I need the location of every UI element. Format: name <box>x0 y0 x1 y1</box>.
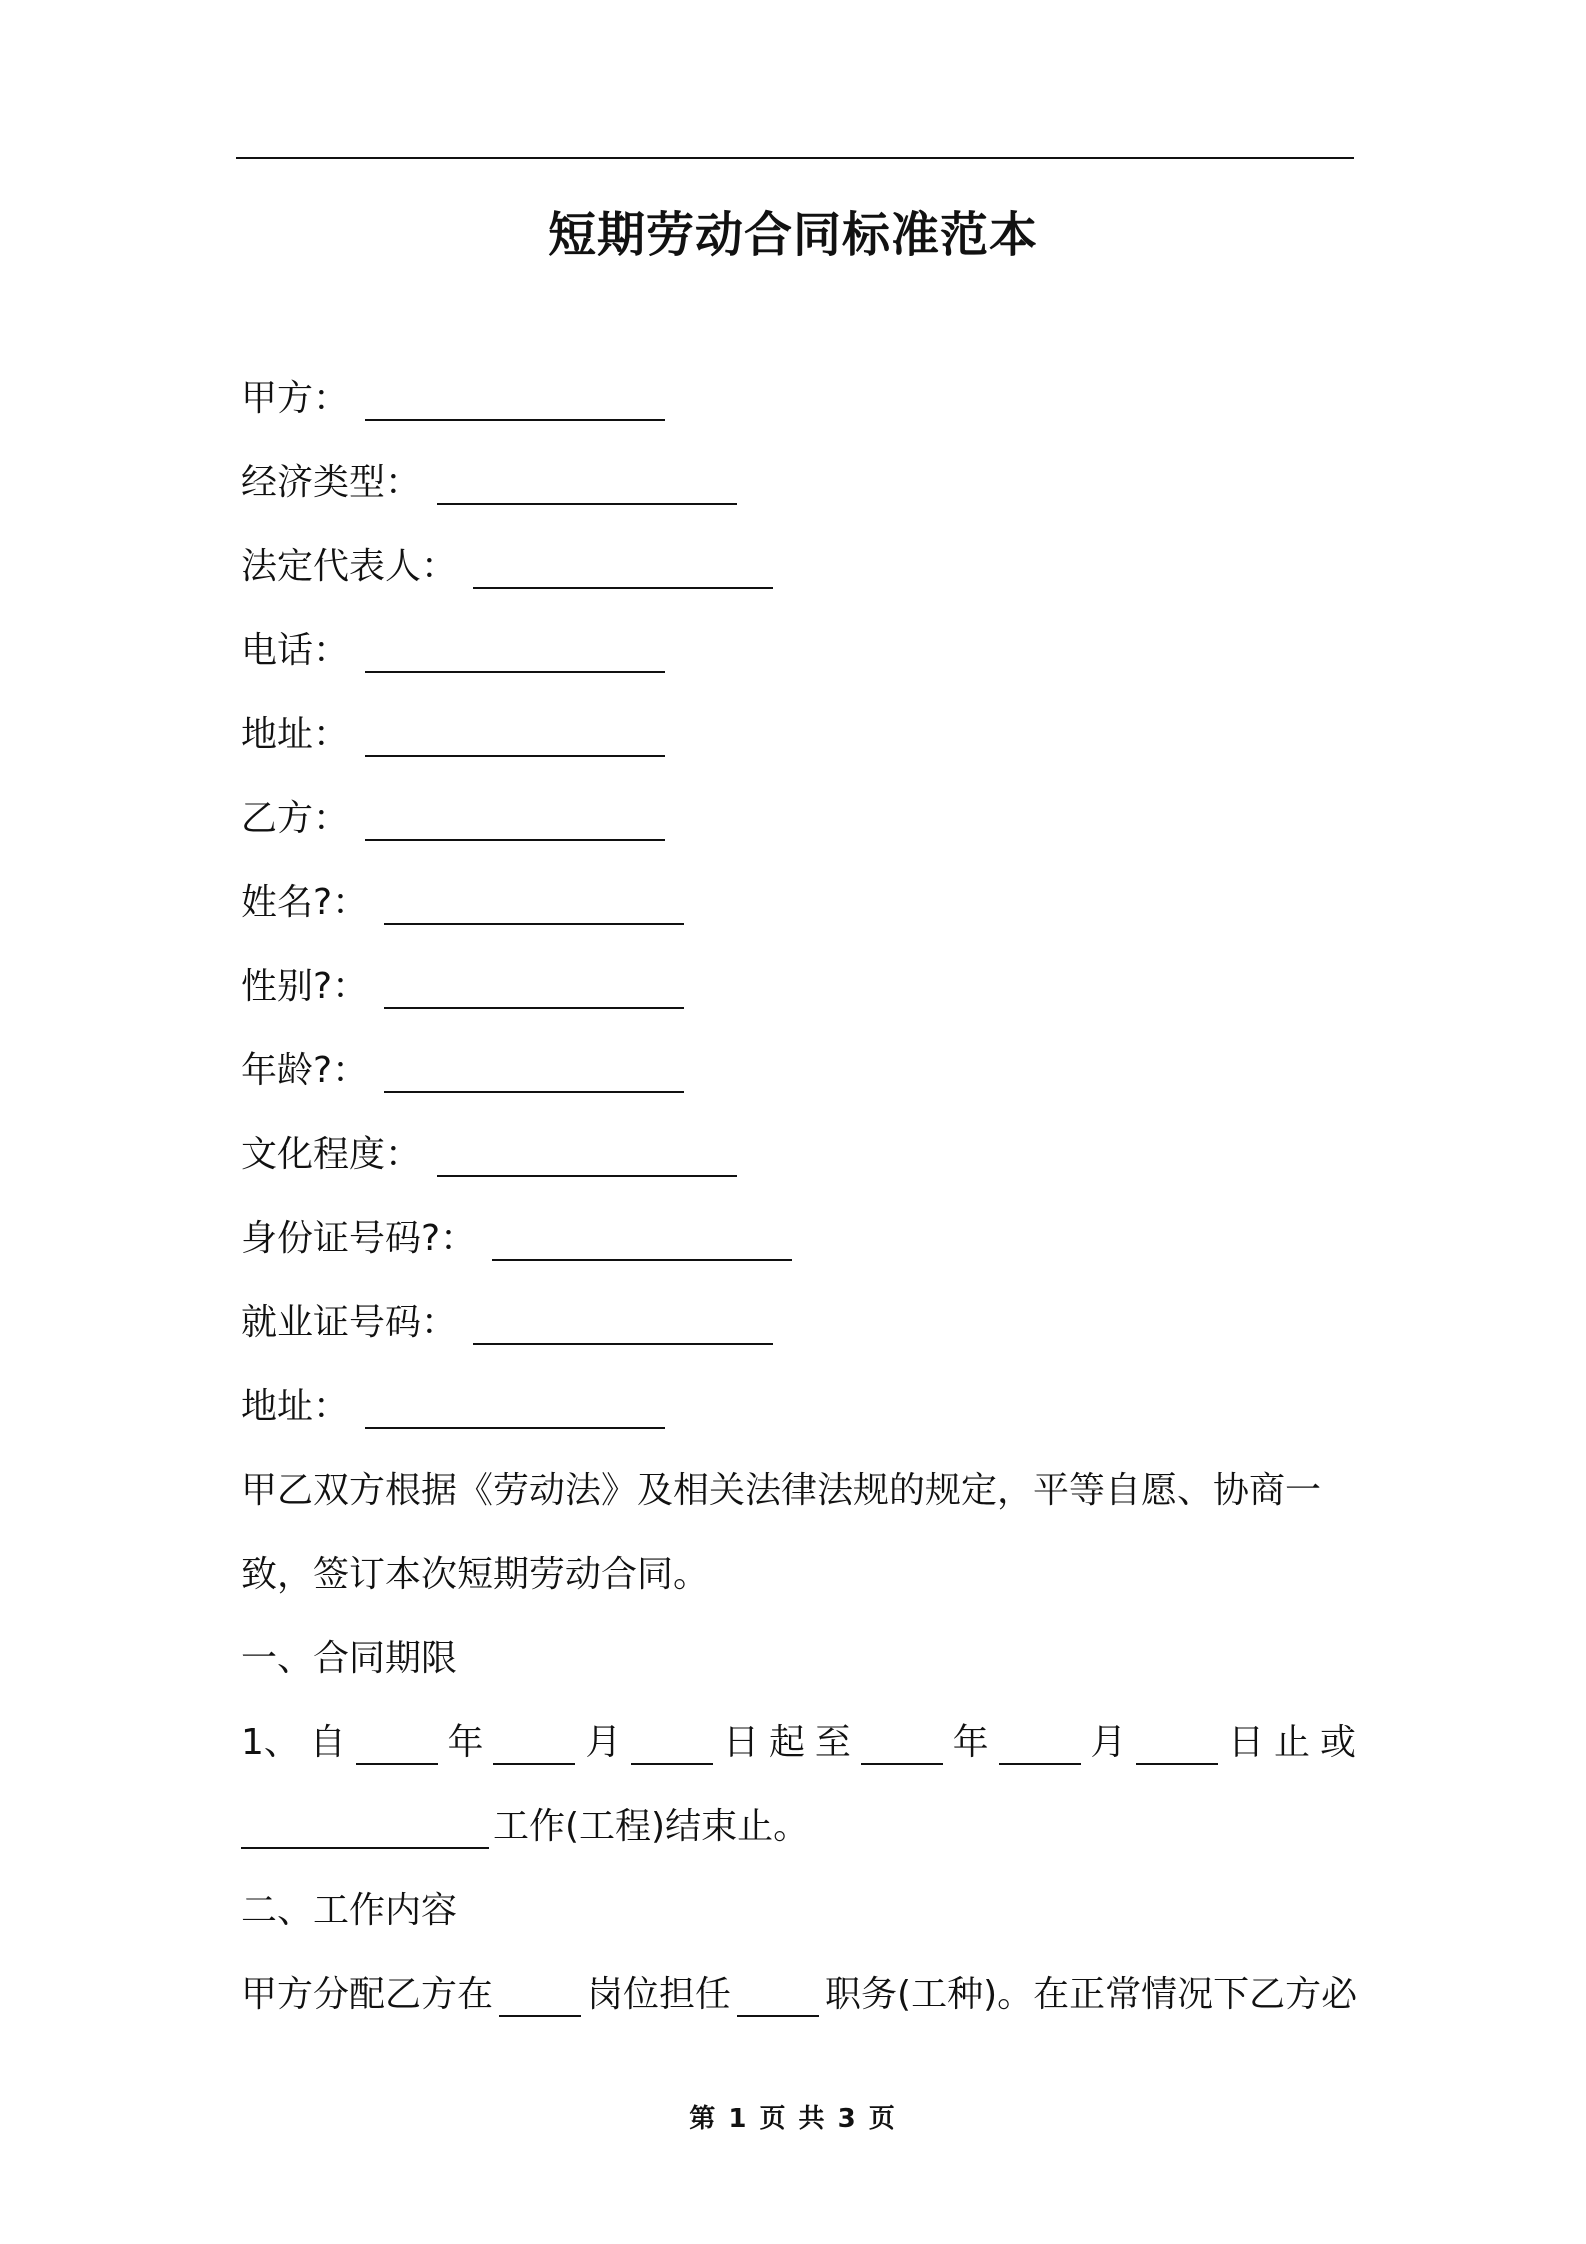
header-rule <box>236 157 1354 159</box>
work-content-text-1: 甲方分配乙方在 <box>241 1974 494 2015</box>
year-word: 年 <box>447 1722 484 1763</box>
month-word: 月 <box>585 1722 622 1763</box>
full-name-label: 姓名?： <box>241 882 369 923</box>
day-word: 日 <box>723 1722 760 1763</box>
party-a-blank[interactable] <box>365 369 665 421</box>
phone-field <box>241 621 1356 705</box>
party-b-blank[interactable] <box>365 789 665 841</box>
start-day-blank[interactable] <box>631 1713 713 1765</box>
document-title: 短期劳动合同标准范本 <box>547 207 1038 263</box>
party-b-address-field <box>241 1377 1356 1461</box>
education-label: 文化程度： <box>241 1134 422 1175</box>
id-number-blank[interactable] <box>492 1209 792 1261</box>
work-end-line <box>241 1797 1356 1881</box>
economic-type-blank[interactable] <box>437 453 737 505</box>
intro-line-1: 甲乙双方根据《劳动法》及相关法律法规的规定，平等自愿、协商一 <box>241 1470 1322 1511</box>
item-number: 1、 <box>241 1722 300 1763</box>
work-content-text-3: 职务(工种)。在正常情况下乙方必 <box>825 1974 1358 2015</box>
education-field <box>241 1125 1356 1209</box>
gender-blank[interactable] <box>384 957 684 1009</box>
end-day-blank[interactable] <box>1136 1713 1218 1765</box>
section-2-heading: 二、工作内容 <box>241 1890 458 1931</box>
work-project-blank[interactable] <box>241 1797 489 1849</box>
intro-line-2: 致，签订本次短期劳动合同。 <box>241 1554 710 1595</box>
legal-rep-label: 法定代表人： <box>241 546 458 587</box>
full-name-field <box>241 873 1356 957</box>
month-word-2: 月 <box>1090 1722 1127 1763</box>
employment-cert-blank[interactable] <box>473 1293 773 1345</box>
or-word: 或 <box>1319 1722 1356 1763</box>
age-field <box>241 1041 1356 1125</box>
work-content-text-2: 岗位担任 <box>587 1974 732 2015</box>
stop-word: 止 <box>1274 1722 1311 1763</box>
document-body <box>241 369 1356 2049</box>
economic-type-field <box>241 453 1356 537</box>
end-month-blank[interactable] <box>999 1713 1081 1765</box>
gender-label: 性别?： <box>241 966 369 1007</box>
phone-label: 电话： <box>241 630 350 671</box>
section-1-heading: 一、合同期限 <box>241 1638 458 1679</box>
position-blank[interactable] <box>499 1965 581 2017</box>
party-b-address-blank[interactable] <box>365 1377 665 1429</box>
start-month-blank[interactable] <box>493 1713 575 1765</box>
page-footer: 第 1 页 共 3 页 <box>689 2104 897 2134</box>
party-a-address-label: 地址： <box>241 714 350 755</box>
education-blank[interactable] <box>437 1125 737 1177</box>
age-blank[interactable] <box>384 1041 684 1093</box>
year-word-2: 年 <box>952 1722 989 1763</box>
party-a-address-blank[interactable] <box>365 705 665 757</box>
legal-rep-blank[interactable] <box>473 537 773 589</box>
id-number-field <box>241 1209 1356 1293</box>
start-year-blank[interactable] <box>356 1713 438 1765</box>
party-b-label: 乙方： <box>241 798 350 839</box>
job-title-blank[interactable] <box>737 1965 819 2017</box>
gender-field <box>241 957 1356 1041</box>
employment-cert-field <box>241 1293 1356 1377</box>
party-b-field <box>241 789 1356 873</box>
phone-blank[interactable] <box>365 621 665 673</box>
work-content-line <box>241 1965 1356 2049</box>
party-b-address-label: 地址： <box>241 1386 350 1427</box>
contract-term-line <box>241 1713 1356 1797</box>
party-a-address-field <box>241 705 1356 789</box>
from-word: 自 <box>309 1722 346 1763</box>
zhi-word: 至 <box>814 1722 851 1763</box>
qi-word: 起 <box>768 1722 805 1763</box>
party-a-field <box>241 369 1356 453</box>
day-word-2: 日 <box>1228 1722 1265 1763</box>
employment-cert-label: 就业证号码： <box>241 1302 458 1343</box>
full-name-blank[interactable] <box>384 873 684 925</box>
id-number-label: 身份证号码?： <box>241 1218 477 1259</box>
age-label: 年龄?： <box>241 1050 369 1091</box>
work-end-text: 工作(工程)结束止。 <box>493 1806 810 1847</box>
end-year-blank[interactable] <box>861 1713 943 1765</box>
party-a-label: 甲方： <box>241 378 350 419</box>
legal-rep-field <box>241 537 1356 621</box>
economic-type-label: 经济类型： <box>241 462 422 503</box>
